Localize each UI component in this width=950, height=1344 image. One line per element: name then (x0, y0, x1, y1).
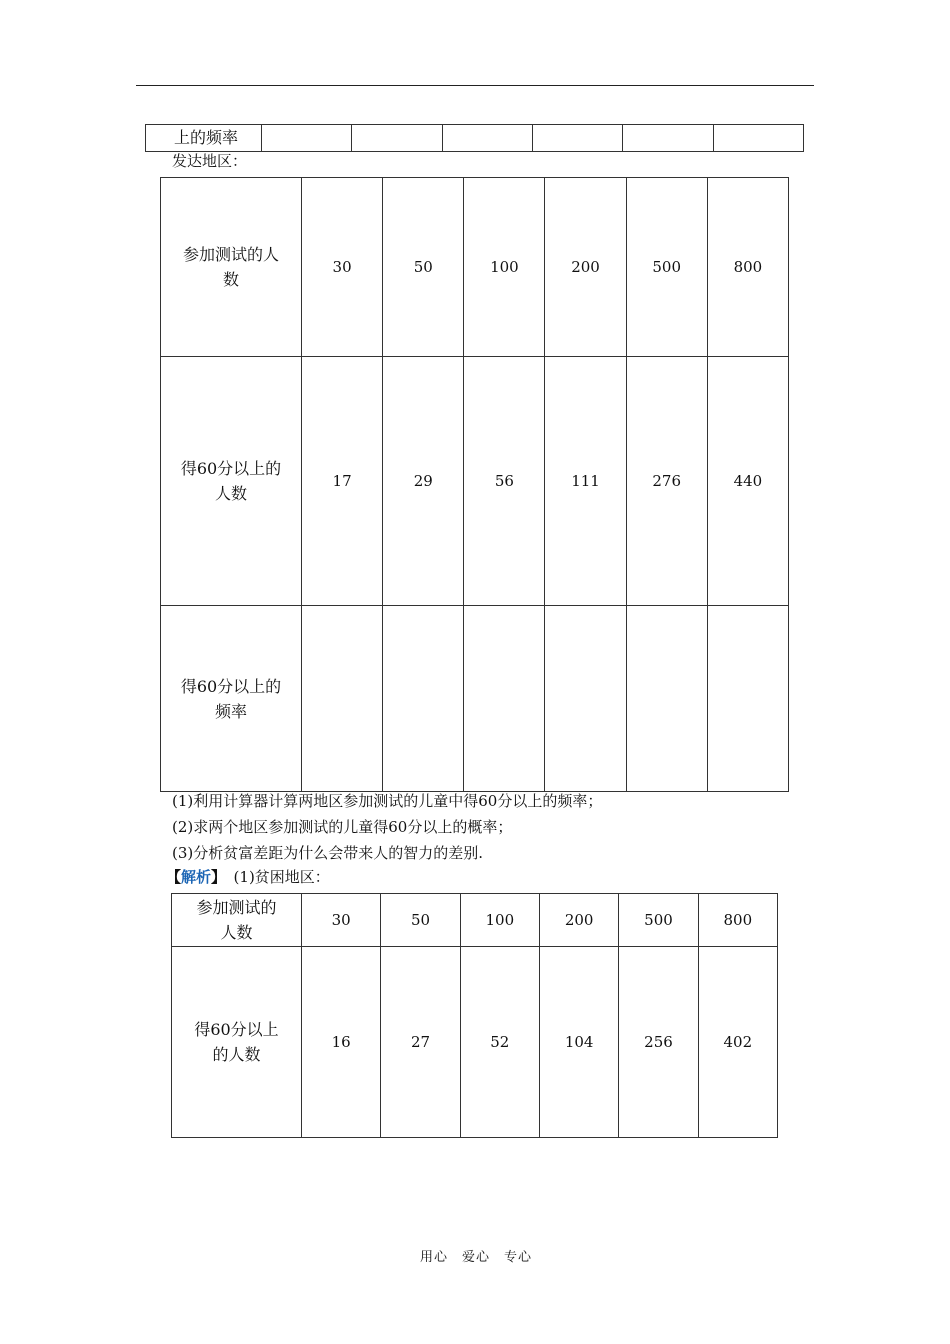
table-cell: 200 (539, 894, 618, 947)
table-cell: 800 (698, 894, 777, 947)
developed-region-table (160, 177, 789, 792)
row-label: 得60分以上的 频率 (161, 606, 302, 792)
table-cell: 56 (464, 357, 545, 606)
table-cell (302, 606, 383, 792)
table-row (146, 125, 804, 152)
table-row (172, 947, 778, 1138)
bracket-open: 【 (166, 868, 182, 886)
answer-keyword: 解析 (181, 868, 212, 886)
question-2: (2)求两个地区参加测试的儿童得60分以上的概率； (172, 818, 513, 836)
table-cell (707, 606, 788, 792)
bracket-close: 】 (211, 868, 219, 886)
table-cell: 800 (707, 178, 788, 357)
table-cell (442, 125, 532, 152)
table-cell: 50 (383, 178, 464, 357)
table-cell: 52 (460, 947, 539, 1138)
table-cell: 104 (539, 947, 618, 1138)
table-row (161, 178, 789, 357)
table-row (161, 606, 789, 792)
table-cell (532, 125, 622, 152)
table-cell: 500 (619, 894, 698, 947)
table-cell: 27 (381, 947, 460, 1138)
table-cell: 16 (302, 947, 381, 1138)
table-row (172, 894, 778, 947)
table-cell: 256 (619, 947, 698, 1138)
table-cell: 440 (707, 357, 788, 606)
table-cell (352, 125, 442, 152)
table-cell: 30 (302, 178, 383, 357)
row-label: 参加测试的 人数 (172, 894, 302, 947)
table-cell (626, 606, 707, 792)
table-cell (464, 606, 545, 792)
table-cell: 50 (381, 894, 460, 947)
table-cell (545, 606, 626, 792)
row-label: 上的频率 (146, 125, 262, 152)
row-label: 参加测试的人 数 (161, 178, 302, 357)
header-rule (136, 85, 814, 86)
table-cell: 500 (626, 178, 707, 357)
question-3: (3)分析贫富差距为什么会带来人的智力的差别. (172, 844, 484, 862)
table-cell: 100 (460, 894, 539, 947)
answer-heading (166, 867, 330, 887)
table-cell: 17 (302, 357, 383, 606)
table-cell: 111 (545, 357, 626, 606)
table-cell (383, 606, 464, 792)
table-cell: 276 (626, 357, 707, 606)
table-cell: 29 (383, 357, 464, 606)
table-cell: 200 (545, 178, 626, 357)
row-label: 得60分以上 的人数 (172, 947, 302, 1138)
question-1: (1)利用计算器计算两地区参加测试的儿童中得60分以上的频率； (172, 792, 603, 810)
developed-region-caption: 发达地区： (172, 152, 248, 170)
table-cell (713, 125, 803, 152)
poor-region-table (171, 893, 778, 1138)
prev-table-fragment (145, 124, 804, 152)
answer-text: (1)贫困地区： (218, 868, 330, 886)
table-cell (623, 125, 713, 152)
page-footer: 用心 爱心 专心 (420, 1250, 533, 1265)
table-row (161, 357, 789, 606)
table-cell: 402 (698, 947, 777, 1138)
table-cell: 100 (464, 178, 545, 357)
table-cell (262, 125, 352, 152)
table-cell: 30 (302, 894, 381, 947)
row-label: 得60分以上的 人数 (161, 357, 302, 606)
